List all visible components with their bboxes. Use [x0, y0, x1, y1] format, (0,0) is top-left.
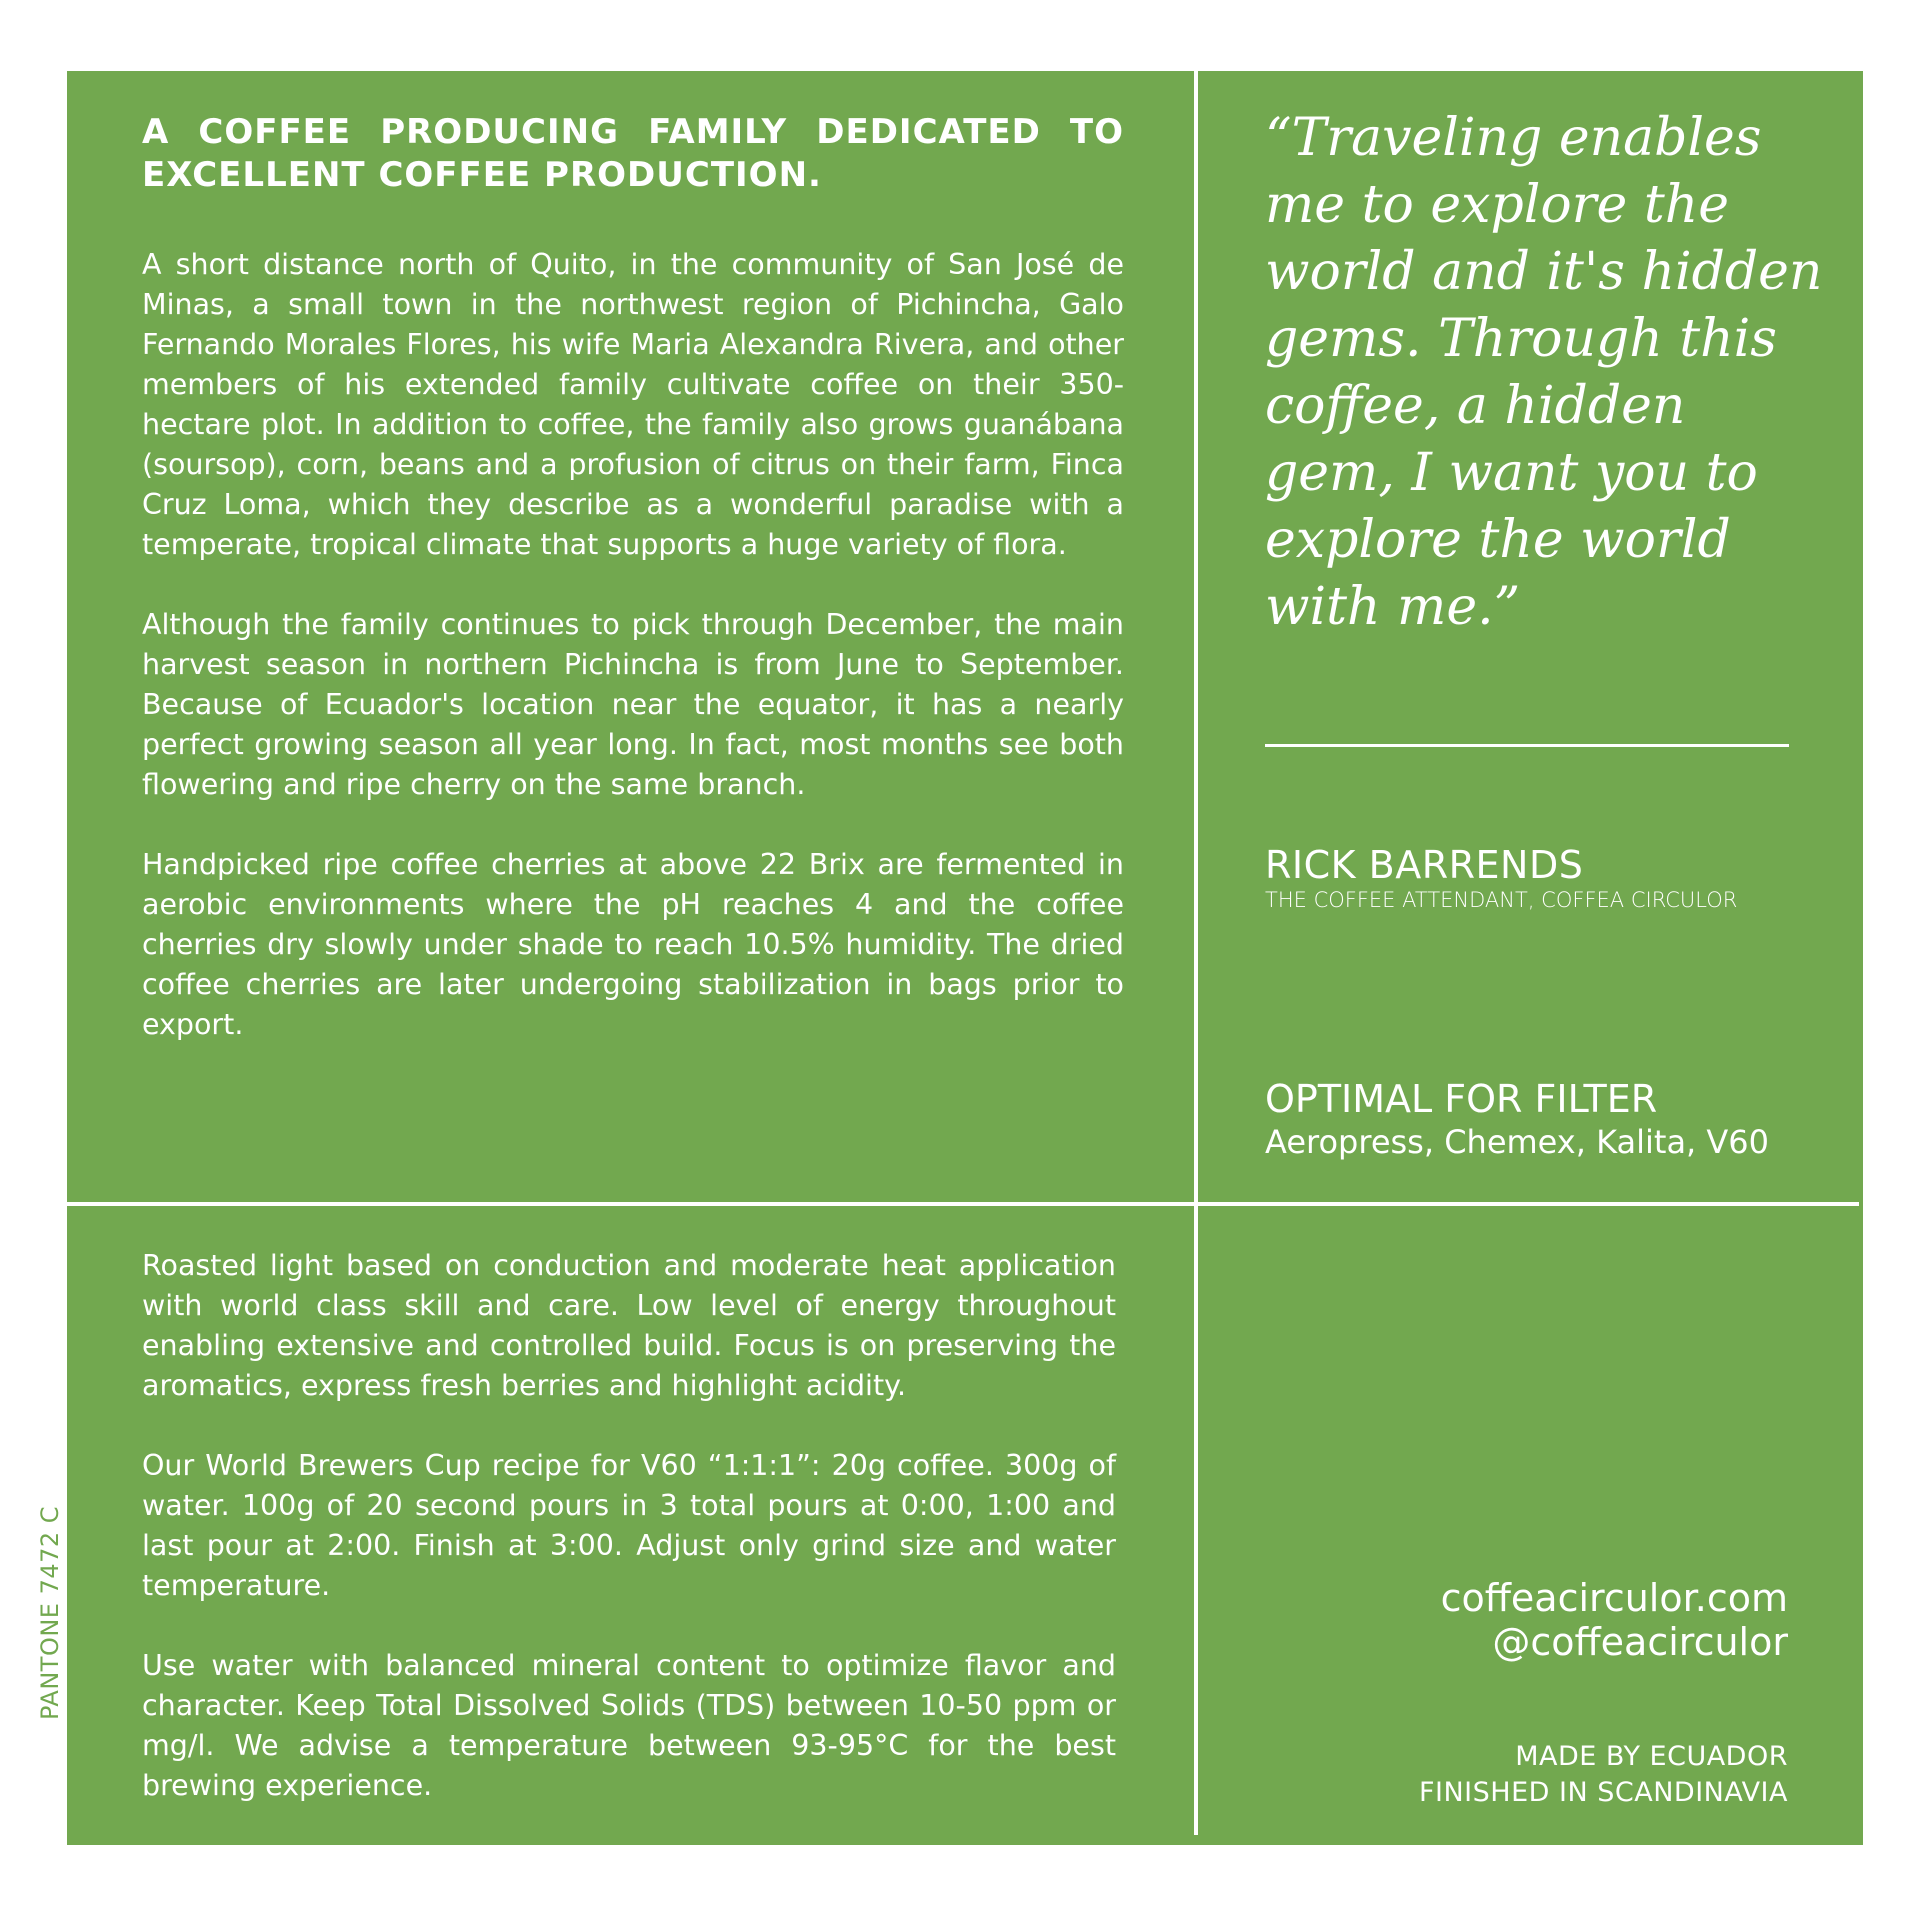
story-section — [142, 111, 1124, 1085]
pantone-label: PANTONE 7472 C — [36, 1505, 64, 1720]
label-panel — [67, 71, 1863, 1845]
contact-block — [1441, 1576, 1788, 1664]
quote-section — [1265, 105, 1825, 641]
quote-text: “Traveling enables me to explore the world and it's hidden gems. Through this coffee, a hidden gem, I want you to explore the world with me.” — [1265, 108, 1823, 637]
optimal-title: OPTIMAL FOR FILTER — [1265, 1077, 1658, 1121]
origin-block — [1419, 1739, 1788, 1811]
story-paragraph: Although the family continues to pick through December, the main harvest season in northern Pichincha is from June to September. Because of Ecuador's location near the equator, it has a nearly perfect growing season all year long. In fact, most months see both flowering and ripe cherry on the same branch. — [142, 608, 1124, 801]
author-title: THE COFFEE ATTENDANT, COFFEA CIRCULOR — [1265, 888, 1738, 912]
story-paragraph: A short distance north of Quito, in the community of San José de Minas, a small town in the northwest region of Pichincha, Galo Fernando Morales Flores, his wife Maria Alexandra Rivera, and other members of his extended family cultivate coffee on their 350-hectare plot. In addition to coffee, the family also grows guanábana (soursop), corn, beans and a profusion of citrus on their farm, Finca Cruz Loma, which they describe as a wonderful paradise with a temperate, tropical climate that supports a huge variety of flora. — [142, 248, 1124, 561]
optimal-methods: Aeropress, Chemex, Kalita, V60 — [1265, 1123, 1769, 1161]
quote-divider — [1265, 744, 1789, 747]
story-paragraph: Handpicked ripe coffee cherries at above 22 Brix are fermented in aerobic environments where the pH reaches 4 and the coffee cherries dry slowly under shade to reach 10.5% humidity. The dried coffee cherries are later undergoing stabilization in bags prior to export. — [142, 848, 1124, 1041]
roast-paragraph: Roasted light based on conduction and moderate heat application with world class skill and care. Low level of energy throughout enabling extensive and controlled build. Focus is on preserving the aromatics, express fresh berries and highlight acidity. — [142, 1249, 1116, 1402]
origin-line: MADE BY ECUADOR — [1515, 1741, 1788, 1772]
author-name: RICK BARRENDS — [1265, 843, 1584, 887]
vertical-divider — [1194, 71, 1198, 1835]
horizontal-divider — [67, 1202, 1859, 1206]
water-paragraph: Use water with balanced mineral content to optimize flavor and character. Keep Total Dissolved Solids (TDS) between 10-50 ppm or mg/l. We advise a temperature between 93-95°C for the best brewing experience. — [142, 1649, 1116, 1802]
brewing-section — [142, 1246, 1116, 1846]
optimal-block — [1265, 1076, 1769, 1162]
origin-line: FINISHED IN SCANDINAVIA — [1418, 1777, 1788, 1808]
website-link[interactable]: coffeacirculor.com — [1440, 1576, 1788, 1620]
social-handle[interactable]: @coffeacirculor — [1492, 1620, 1788, 1664]
story-heading: A COFFEE PRODUCING FAMILY DEDICATED TO EXCELLENT COFFEE PRODUCTION. — [142, 112, 1124, 195]
recipe-paragraph: Our World Brewers Cup recipe for V60 “1:1:1”: 20g coffee. 300g of water. 100g of 20 second pours in 3 total pours at 0:00, 1:00 and last pour at 2:00. Finish at 3:00. Adjust only grind size and water temperature. — [142, 1449, 1116, 1602]
author-block — [1265, 843, 1737, 913]
